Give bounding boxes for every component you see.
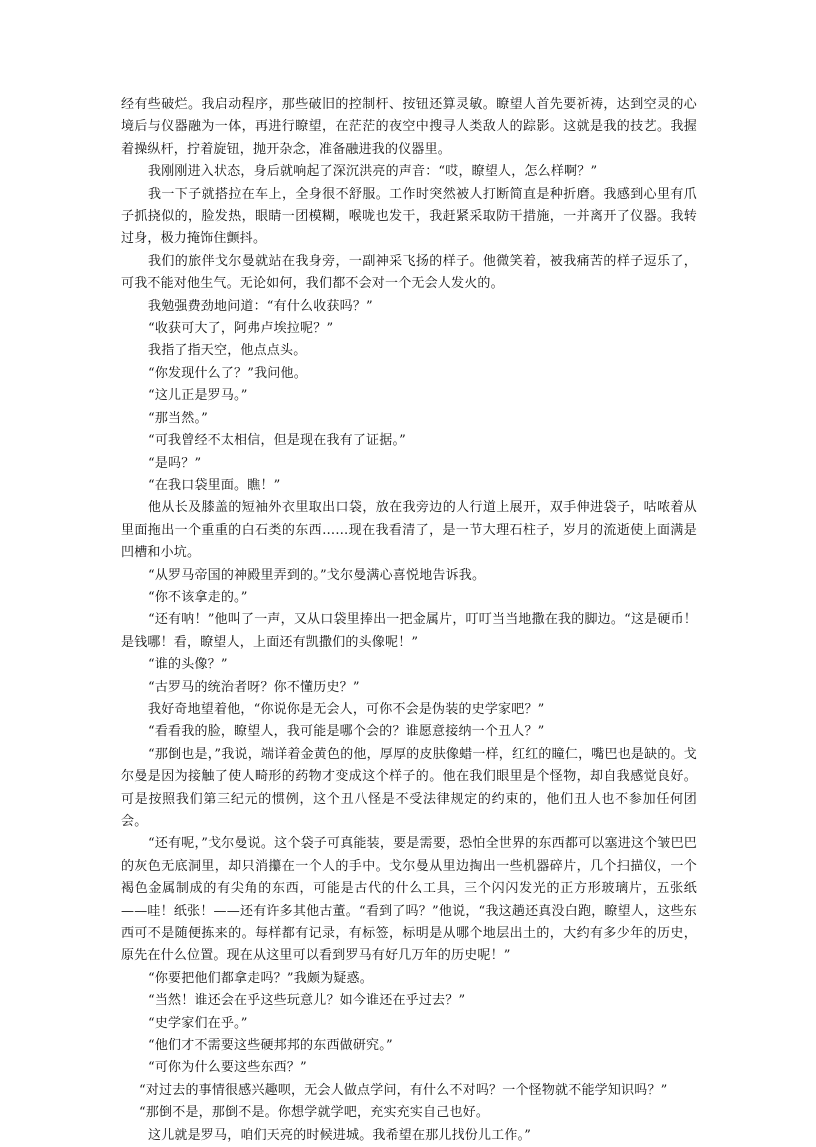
paragraph: “可我曾经不太相信，但是现在我有了证据。”	[148, 433, 406, 449]
paragraph: 我一下子就搭拉在车上，全身很不舒服。工作时突然被人打断简直是种折磨。我感到心里有爪子抓挠似的，脸发热，眼睛一团模糊，喉咙也发干，我赶紧采取防干措施，一并离开了仪器。我转过身，极力掩饰住颤抖。	[121, 186, 697, 247]
paragraph: “收获可大了，阿弗卢埃拉呢？”	[148, 321, 334, 337]
body-text	[121, 94, 697, 1147]
paragraph: “是吗？”	[148, 455, 202, 471]
paragraph: “这儿正是罗马。”	[148, 388, 248, 404]
paragraph: “谁的头像？”	[148, 657, 228, 673]
paragraph: 我刚刚进入状态，身后就响起了深沉洪亮的声音：“哎，瞭望人，怎么样啊？”	[148, 164, 598, 180]
paragraph: “你要把他们都拿走吗？”我颇为疑惑。	[148, 970, 373, 986]
paragraph: “你发现什么了？”我问他。	[148, 365, 307, 381]
paragraph: “他们才不需要这些硬邦邦的东西做研究。”	[148, 1038, 393, 1054]
paragraph: 我指了指天空，他点点头。	[148, 343, 307, 359]
paragraph: “史学家们在乎。”	[148, 1015, 248, 1031]
paragraph: “你不该拿走的。”	[148, 589, 248, 605]
paragraph: “当然！谁还会在乎这些玩意儿？如今谁还在乎过去？”	[148, 993, 466, 1009]
paragraph: “在我口袋里面。瞧！”	[148, 477, 281, 493]
paragraph: “那倒也是，”我说，端详着金黄色的他，厚厚的皮肤像蜡一样，红红的瞳仁，嘴巴也是缺的。戈尔曼是因为接触了使人畸形的药物才变成这个样子的。他在我们眼里是个怪物，却自我感觉良好。可是按照我们第三纪元的惯例，这个丑八怪是不受法律规定的约束的，他们丑人也不参加任何团会。	[121, 746, 697, 829]
paragraph: “可你为什么要这些东西？”	[148, 1060, 307, 1076]
paragraph: 这儿就是罗马，咱们天亮的时候进城。我希望在那儿找份儿工作。”	[148, 1127, 532, 1143]
paragraph: “古罗马的统治者呀？你不懂历史？”	[148, 679, 360, 695]
paragraph: 我们的旅伴戈尔曼就站在我身旁，一副神采飞扬的样子。他微笑着，被我痛苦的样子逗乐了，可我不能对他生气。无论如何，我们都不会对一个无会人发火的。	[121, 253, 697, 292]
paragraph: “还有呐！”他叫了一声，又从口袋里捧出一把金属片，叮叮当当地撒在我的脚边。“这是硬币！是钱哪！看，瞭望人，上面还有凯撒们的头像呢！”	[121, 612, 697, 650]
paragraph: “还有呢，”戈尔曼说。这个袋子可真能装，要是需要，恐怕全世界的东西都可以塞进这个皱巴巴的灰色无底洞里，却只消攥在一个人的手中。戈尔曼从里边掏出一些机器碎片，几个扫描仪，一个褐色金属制成的有尖角的东西，可能是古代的什么工具，三个闪闪发光的正方形玻璃片，五张纸——哇！纸张！——还有许多其他古董。“看到了吗？”他说，“我这趟还真没白跑，瞭望人，这些东西可不是随便拣来的。每样都有记录，有标签，标明是从哪个地层出土的，大约有多少年的历史，原先在什么位置。现在从这里可以看到罗马有好几万年的历史呢！”	[121, 836, 697, 964]
paragraph: 我勉强费劲地问道：“有什么收获吗？”	[148, 298, 373, 314]
paragraph: 他从长及膝盖的短袖外衣里取出口袋，放在我旁边的人行道上展开，双手伸进袋子，咕哝着从里面拖出一个重重的白石类的东西……现在我看清了，是一节大理石柱子，岁月的流逝使上面满是凹槽和小坑。	[121, 500, 697, 561]
paragraph: “那倒不是，那倒不是。你想学就学吧，充实充实自己也好。	[139, 1105, 490, 1121]
paragraph: “从罗马帝国的神殿里弄到的。”戈尔曼满心喜悦地告诉我。	[148, 567, 486, 583]
paragraph: “那当然。”	[148, 410, 208, 426]
paragraph: 我好奇地望着他，“你说你是无会人，可你不会是伪装的史学家吧？”	[148, 701, 545, 717]
paragraph: 经有些破烂。我启动程序，那些破旧的控制杆、按钮还算灵敏。瞭望人首先要祈祷，达到空灵的心境后与仪器融为一体，再进行瞭望，在茫茫的夜空中搜寻人类敌人的踪影。这就是我的技艺。我握着操纵杆，拧着旋钮，抛开杂念，准备融进我的仪器里。	[121, 97, 697, 157]
paragraph: “对过去的事情很感兴趣呗，无会人做点学问，有什么不对吗？一个怪物就不能学知识吗？”	[139, 1082, 668, 1098]
paragraph: “看看我的脸，瞭望人，我可能是哪个会的？谁愿意接纳一个丑人？”	[148, 724, 545, 740]
